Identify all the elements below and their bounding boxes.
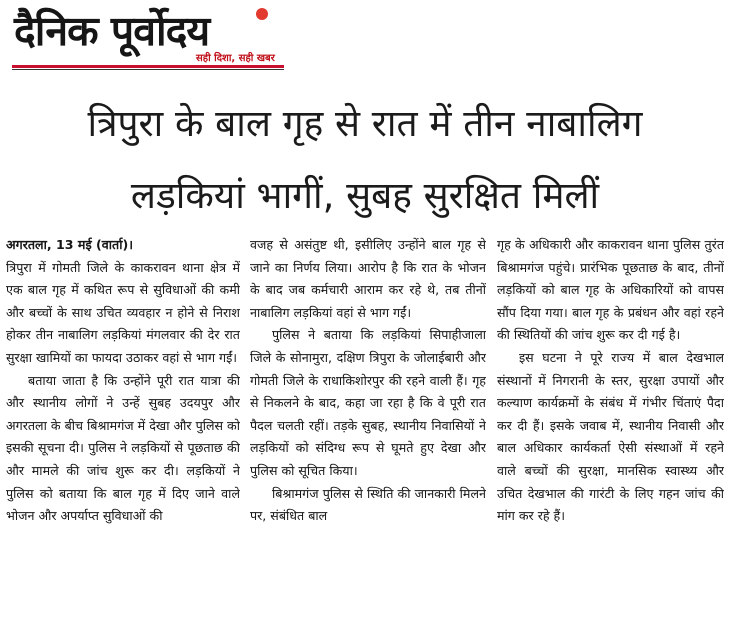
newspaper-tagline: सही दिशा, सही खबर — [196, 53, 275, 64]
masthead-rule — [12, 65, 284, 68]
headline-line-2: लड़कियां भागीं, सुबह सुरक्षित मिलीं — [130, 174, 600, 217]
article-column-3 — [497, 234, 724, 639]
paragraph-7: इस घटना ने पूरे राज्य में बाल देखभाल संस्थानों में निगरानी के स्तर, सुरक्षा उपायों और कल्याण कार्यक्रमों के संबंध में गंभीर चिंताएं पैदा कर दी हैं। इसके जवाब में, स्थानीय निवासी और बाल अधिकार कार्यकर्ता ऐसी संस्थाओं में रहने वाले बच्चों की सुरक्षा, मानसिक स्वास्थ्य और उचित देखभाल की गारंटी के लिए गहन जांच की मांग कर रहे हैं। — [497, 349, 724, 524]
paragraph-1: त्रिपुरा में गोमती जिले के काकरावन थाना क्षेत्र में एक बाल गृह में कथित रूप से सुविधाओं की कमी और बच्चों के साथ उचित व्यवहार न होने से निराश होकर तीन नाबालिग लड़कियां मंगलवार की देर रात सुरक्षा खामियों का फायदा उठाकर वहां से भाग गईं। — [6, 259, 240, 365]
dateline: अगरतला, 13 मई (वार्ता)। — [6, 237, 134, 252]
headline-line-1: त्रिपुरा के बाल गृह से रात में तीन नाबालिग — [87, 102, 643, 145]
article-column-1 — [6, 234, 240, 639]
paragraph-4: पुलिस ने बताया कि लड़कियां सिपाहीजाला जिले के सोनामुरा, दक्षिण त्रिपुरा के जोलाईबारी और गोमती जिले के राधाकिशोरपुर की रहने वाली हैं। गृह से निकलने के बाद, कहा जा रहा है कि वे पूरी रात पैदल चलती रहीं। तड़के सुबह, स्थानीय निवासियों ने लड़कियों को संदिग्ध रूप से घूमते हुए देखा और पुलिस को सूचित किया। — [250, 327, 486, 478]
paragraph-6: गृह के अधिकारी और काकरावन थाना पुलिस तुरंत बिश्रामगंज पहुंचे। प्रारंभिक पूछताछ के बाद, तीनों लड़कियों को बाल गृह के अधिकारियों को वापस सौंप दिया गया। बाल गृह के प्रबंधन और वहां रहने की स्थितियों की जांच शुरू कर दी गई है। — [497, 237, 724, 343]
newspaper-logo: दैनिक पूर्वोदय — [14, 7, 210, 55]
article-headline — [10, 88, 720, 232]
paragraph-2: बताया जाता है कि उन्होंने पूरी रात यात्रा की और स्थानीय लोगों ने उन्हें सुबह उदयपुर और अगरतला के बीच बिश्रामगंज में देखा और पुलिस को इसकी सूचना दी। पुलिस ने लड़कियों से पूछताछ की और मामले की जांच शुरू कर दी। लड़कियों ने पुलिस को बताया कि बाल गृह में दिए जाने वाले भोजन और अपर्याप्त सुविधाओं की — [6, 372, 240, 524]
article-column-2 — [250, 234, 486, 639]
masthead — [0, 0, 730, 80]
paragraph-3: वजह से असंतुष्ट थी, इसीलिए उन्होंने बाल गृह से जाने का निर्णय लिया। आरोप है कि रात के भोजन के बाद जब कर्मचारी आराम कर रहे थे, तब तीनों नाबालिग लड़कियां वहां से भाग गईं। — [250, 237, 486, 320]
logo-dot-icon — [256, 8, 268, 20]
article-body — [6, 234, 724, 639]
masthead-thin-rule — [12, 69, 284, 70]
paragraph-5: बिश्रामगंज पुलिस से स्थिति की जानकारी मिलने पर, संबंधित बाल — [250, 485, 486, 524]
